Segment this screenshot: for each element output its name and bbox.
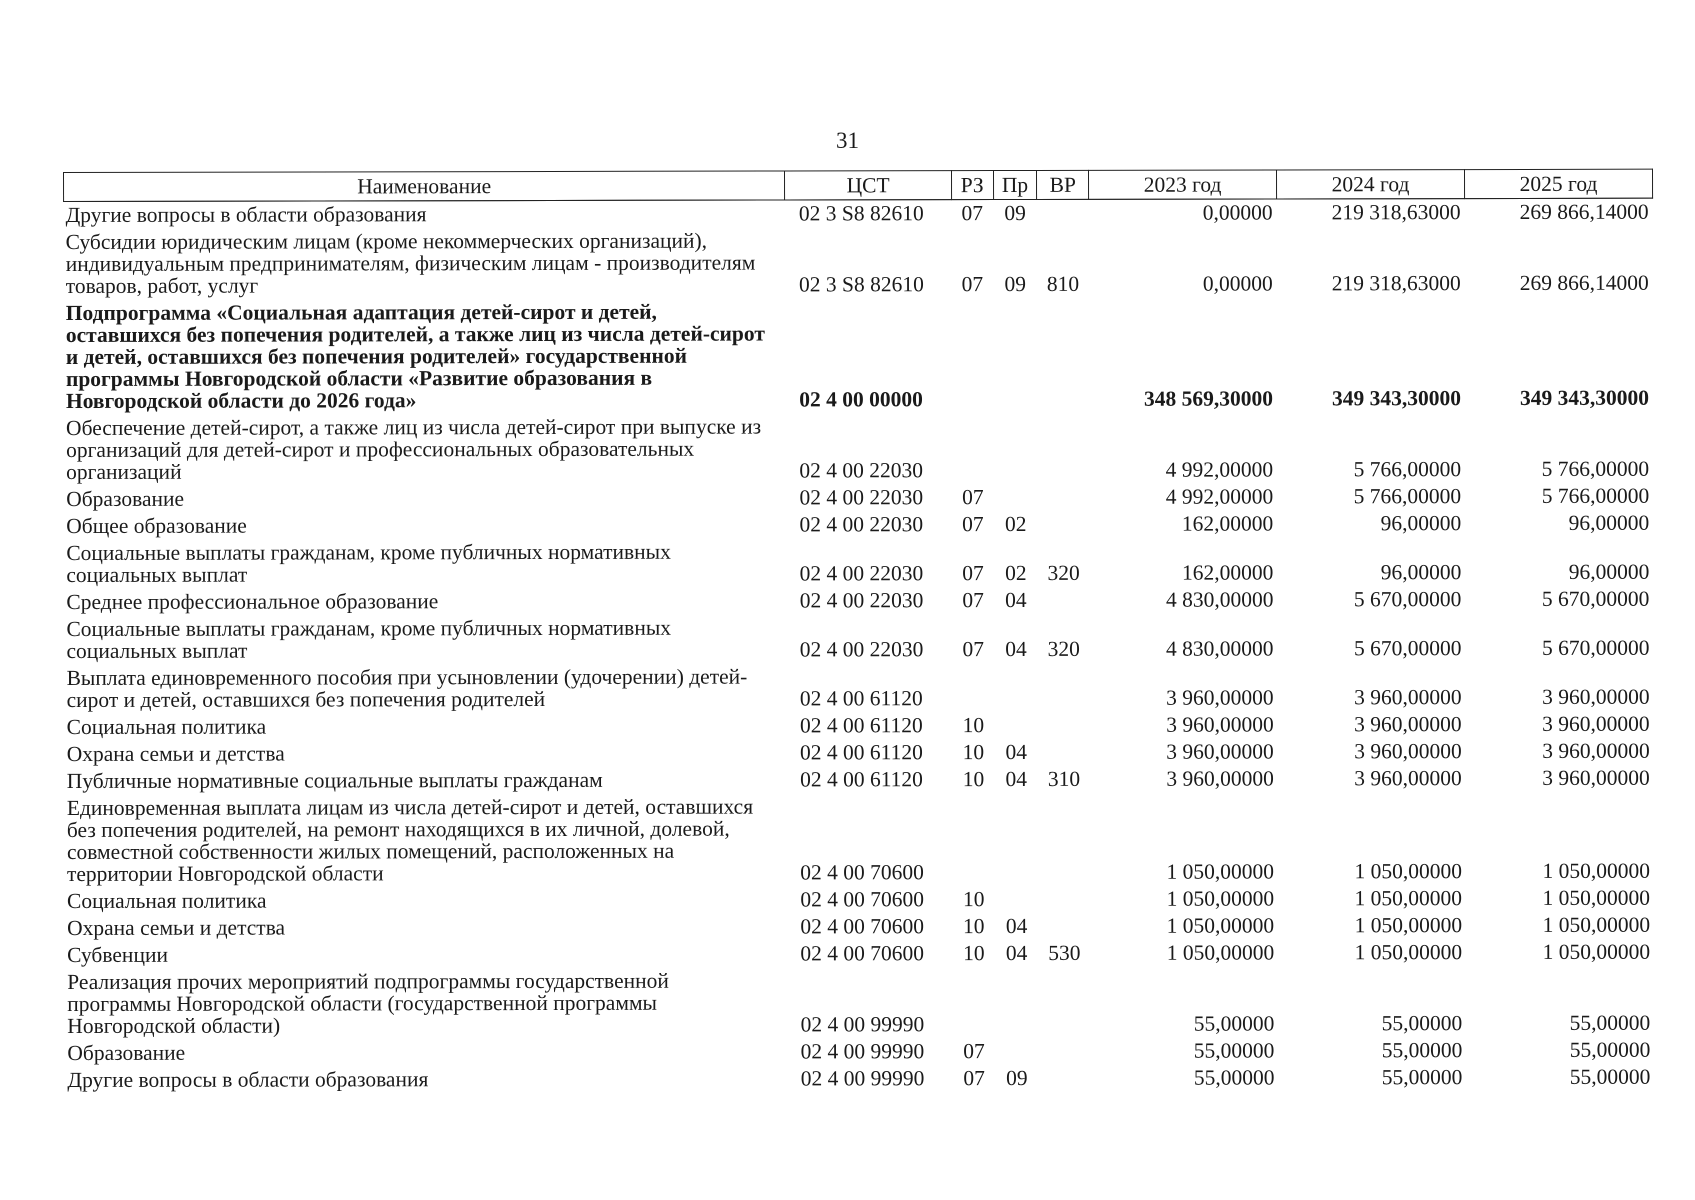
cell-2023: 348 569,30000 xyxy=(1143,386,1274,411)
cell-vr xyxy=(1038,913,1090,940)
col-header-rz: РЗ xyxy=(951,171,993,200)
table-row xyxy=(64,483,1653,513)
cell-rz xyxy=(953,967,995,1038)
cell-rz: 10 xyxy=(963,941,985,966)
cell-2023: 1 050,00000 xyxy=(1166,886,1275,911)
col-header-vr: ВР xyxy=(1037,170,1089,199)
cell-pr: 04 xyxy=(1005,587,1027,613)
cell-2025: 55,00000 xyxy=(1569,1037,1651,1062)
cell-2025: 1 050,00000 xyxy=(1542,858,1650,883)
cell-2025: 5 670,00000 xyxy=(1541,586,1650,611)
cell-vr: 320 xyxy=(1047,560,1080,585)
table-row xyxy=(64,226,1653,300)
cell-vr: 320 xyxy=(1047,636,1080,661)
cell-vr: 810 xyxy=(1046,271,1080,296)
table-row xyxy=(64,510,1653,540)
cell-name: Подпрограмма «Социальная адаптация детей-сирот и детей, оставшихся без попечения родителей, а также лиц из числа детей-сирот и детей, оставшихся без попечения родителей» государственной программы Новгородской области «Развитие образования в Новгородской области до 2026 года» xyxy=(65,299,765,413)
cell-2025: 349 343,30000 xyxy=(1519,385,1650,410)
cell-cst: 02 4 00 70600 xyxy=(800,887,924,912)
cell-cst: 02 4 00 22030 xyxy=(799,512,924,537)
cell-vr xyxy=(1038,793,1090,886)
cell-rz: 10 xyxy=(962,713,985,738)
cell-2025: 3 960,00000 xyxy=(1542,738,1650,763)
cell-2024: 3 960,00000 xyxy=(1354,712,1462,737)
cell-rz xyxy=(952,298,994,413)
cell-2025: 5 766,00000 xyxy=(1541,456,1650,481)
cell-rz: 07 xyxy=(961,201,984,226)
cell-vr xyxy=(1038,739,1090,766)
cell-pr xyxy=(993,298,1037,413)
cell-pr: 09 xyxy=(1004,271,1026,297)
cell-vr xyxy=(1038,886,1090,913)
cell-2023: 1 050,00000 xyxy=(1166,940,1275,965)
cell-vr xyxy=(1037,413,1089,484)
page-number: 31 xyxy=(836,128,859,153)
table-row xyxy=(65,792,1654,888)
cell-vr xyxy=(1038,663,1090,712)
table-row xyxy=(65,711,1654,741)
cell-name: Охрана семьи и детства xyxy=(66,741,285,766)
cell-2024: 3 960,00000 xyxy=(1354,739,1462,764)
table-row xyxy=(65,1064,1654,1094)
col-header-name: Наименование xyxy=(64,171,785,202)
table-row xyxy=(65,885,1654,915)
cell-cst: 02 4 00 22030 xyxy=(799,561,924,586)
cell-cst: 02 4 00 61120 xyxy=(800,767,923,792)
cell-pr: 09 xyxy=(1006,1065,1028,1091)
cell-name: Другие вопросы в области образования xyxy=(65,202,427,227)
cell-cst: 02 4 00 22030 xyxy=(799,485,924,510)
cell-rz xyxy=(953,793,995,886)
cell-2024: 96,00000 xyxy=(1380,560,1462,585)
cell-cst: 02 4 00 22030 xyxy=(799,458,924,483)
cell-rz: 07 xyxy=(962,485,984,510)
cell-2024: 55,00000 xyxy=(1381,1011,1463,1036)
cell-name: Социальные выплаты гражданам, кроме публичных нормативных социальных выплат xyxy=(66,539,671,587)
cell-2023: 55,00000 xyxy=(1193,1038,1275,1063)
cell-pr: 04 xyxy=(1005,913,1028,939)
table-row xyxy=(65,765,1654,795)
cell-cst: 02 3 S8 82610 xyxy=(798,201,924,226)
cell-rz: 07 xyxy=(962,588,984,613)
cell-pr: 04 xyxy=(1005,940,1028,966)
cell-2023: 3 960,00000 xyxy=(1166,685,1274,710)
cell-2023: 55,00000 xyxy=(1193,1065,1275,1090)
cell-cst: 02 4 00 70600 xyxy=(800,860,924,885)
cell-2024: 3 960,00000 xyxy=(1354,766,1462,791)
cell-vr: 310 xyxy=(1047,766,1081,791)
cell-vr xyxy=(1037,199,1089,227)
cell-pr xyxy=(994,793,1038,886)
cell-cst: 02 4 00 70600 xyxy=(800,914,925,939)
cell-pr: 04 xyxy=(1005,739,1027,765)
table-row xyxy=(64,412,1653,486)
cell-2024: 219 318,63000 xyxy=(1331,271,1461,296)
col-header-pr: Пр xyxy=(993,170,1037,199)
cell-rz: 10 xyxy=(962,887,985,912)
cell-2025: 269 866,14000 xyxy=(1519,199,1649,224)
col-header-2025: 2025 год xyxy=(1464,169,1652,198)
table-row xyxy=(65,662,1654,714)
cell-2023: 1 050,00000 xyxy=(1166,859,1275,884)
cell-cst: 02 4 00 00000 xyxy=(799,387,923,412)
cell-pr xyxy=(995,1038,1039,1065)
col-header-2023: 2023 год xyxy=(1089,170,1277,199)
cell-2023: 4 830,00000 xyxy=(1166,636,1274,661)
cell-2024: 1 050,00000 xyxy=(1354,859,1462,884)
table-row xyxy=(65,966,1654,1040)
cell-2025: 96,00000 xyxy=(1568,559,1650,584)
cell-2025: 55,00000 xyxy=(1569,1064,1651,1089)
cell-name: Выплата единовременного пособия при усыновлении (удочерении) детей-сирот и детей, оставшихся без попечения родителей xyxy=(66,664,748,712)
cell-2023: 3 960,00000 xyxy=(1166,712,1274,737)
cell-pr xyxy=(994,484,1038,511)
cell-2024: 5 670,00000 xyxy=(1353,587,1462,612)
cell-2024: 96,00000 xyxy=(1380,511,1462,536)
cell-pr xyxy=(994,712,1038,739)
cell-cst: 02 4 00 99990 xyxy=(800,1012,925,1037)
cell-2024: 349 343,30000 xyxy=(1331,386,1461,411)
cell-pr xyxy=(995,886,1039,913)
cell-2024: 1 050,00000 xyxy=(1354,886,1463,911)
cell-cst: 02 4 00 61120 xyxy=(799,686,923,711)
cell-rz: 07 xyxy=(963,1039,985,1064)
cell-2023: 162,00000 xyxy=(1181,560,1274,585)
table-row xyxy=(65,1037,1654,1067)
cell-name: Социальная политика xyxy=(66,714,267,739)
cell-2024: 5 670,00000 xyxy=(1353,636,1462,661)
col-header-2024: 2024 год xyxy=(1277,170,1465,199)
cell-cst: 02 4 00 99990 xyxy=(800,1066,925,1091)
cell-name: Охрана семьи и детства xyxy=(67,915,286,940)
cell-2024: 5 766,00000 xyxy=(1353,457,1462,482)
cell-name: Социальная политика xyxy=(67,888,267,913)
cell-pr xyxy=(995,967,1039,1038)
cell-2023: 162,00000 xyxy=(1181,511,1274,536)
budget-table xyxy=(63,169,1655,1094)
cell-2023: 55,00000 xyxy=(1193,1011,1275,1036)
cell-pr: 09 xyxy=(1004,200,1026,226)
cell-cst: 02 3 S8 82610 xyxy=(798,272,924,297)
table-row xyxy=(64,537,1653,589)
table-header xyxy=(64,169,1653,201)
cell-pr: 04 xyxy=(1005,636,1027,662)
cell-2025: 3 960,00000 xyxy=(1542,711,1650,736)
table-row xyxy=(65,738,1654,768)
cell-vr xyxy=(1038,484,1090,511)
cell-name: Общее образование xyxy=(66,513,247,538)
cell-name: Другие вопросы в области образования xyxy=(67,1067,429,1092)
cell-name: Субсидии юридическим лицам (кроме некоммерческих организаций), индивидуальным предпринимателям, физическим лицам - производителям товаров, работ, услуг xyxy=(65,228,756,298)
cell-2024: 5 766,00000 xyxy=(1353,484,1462,509)
cell-cst: 02 4 00 22030 xyxy=(799,637,924,662)
cell-vr xyxy=(1039,967,1091,1038)
cell-rz xyxy=(952,663,994,712)
cell-2025: 55,00000 xyxy=(1569,1010,1651,1035)
cell-2025: 1 050,00000 xyxy=(1542,939,1651,964)
cell-name: Публичные нормативные социальные выплаты гражданам xyxy=(66,767,603,793)
cell-2023: 4 830,00000 xyxy=(1165,587,1274,612)
cell-2023: 0,00000 xyxy=(1202,271,1273,296)
cell-2023: 4 992,00000 xyxy=(1165,457,1274,482)
cell-2025: 1 050,00000 xyxy=(1542,912,1651,937)
cell-name: Реализация прочих мероприятий подпрограммы государственной программы Новгородской области (государственной программы Новгородской области) xyxy=(67,968,669,1038)
cell-pr: 02 xyxy=(1005,560,1027,586)
cell-name: Среднее профессиональное образование xyxy=(66,589,439,614)
cell-cst: 02 4 00 99990 xyxy=(800,1039,925,1064)
cell-cst: 02 4 00 61120 xyxy=(799,713,923,738)
cell-name: Образование xyxy=(66,486,185,511)
cell-vr xyxy=(1038,587,1090,614)
cell-vr xyxy=(1039,1038,1091,1065)
cell-rz: 07 xyxy=(961,272,984,297)
cell-name: Социальные выплаты гражданам, кроме публичных нормативных социальных выплат xyxy=(66,615,672,663)
cell-name: Обеспечение детей-сирот, а также лиц из числа детей-сирот при выпуске из организаций для детей-сирот и профессиональных образовательных организаций xyxy=(66,414,762,484)
cell-rz: 07 xyxy=(962,637,984,662)
cell-2024: 55,00000 xyxy=(1381,1038,1463,1063)
cell-2024: 3 960,00000 xyxy=(1354,685,1462,710)
cell-2025: 5 670,00000 xyxy=(1541,635,1650,660)
table-body xyxy=(64,198,1655,1094)
cell-2025: 3 960,00000 xyxy=(1542,684,1650,709)
cell-name: Единовременная выплата лицам из числа детей-сирот и детей, оставшихся без попечения родителей, на ремонт находящихся в их личной, долевой, совместной собственности жилых помещений, расположенных на территории Новгородской области xyxy=(66,794,754,886)
table-row xyxy=(64,613,1653,665)
cell-2023: 3 960,00000 xyxy=(1166,766,1274,791)
cell-2025: 5 766,00000 xyxy=(1541,483,1650,508)
table-row xyxy=(64,198,1653,229)
header-row xyxy=(64,169,1653,201)
cell-vr xyxy=(1038,511,1090,538)
cell-pr: 04 xyxy=(1005,766,1028,792)
cell-vr xyxy=(1038,712,1090,739)
table-row xyxy=(64,586,1653,616)
cell-pr: 02 xyxy=(1004,511,1027,537)
cell-2023: 3 960,00000 xyxy=(1166,739,1274,764)
cell-rz: 10 xyxy=(962,740,985,765)
col-header-cst: ЦСТ xyxy=(785,171,952,200)
cell-2024: 219 318,63000 xyxy=(1331,200,1461,225)
cell-vr: 530 xyxy=(1048,940,1081,965)
table-row xyxy=(64,297,1653,415)
cell-pr xyxy=(994,413,1038,484)
cell-vr xyxy=(1037,298,1089,413)
cell-rz: 10 xyxy=(962,767,985,792)
table-row xyxy=(65,939,1654,969)
cell-cst: 02 4 00 61120 xyxy=(799,740,923,765)
cell-2023: 4 992,00000 xyxy=(1165,484,1274,509)
cell-rz: 07 xyxy=(962,512,984,537)
cell-2024: 1 050,00000 xyxy=(1354,940,1463,965)
cell-2023: 1 050,00000 xyxy=(1166,913,1275,938)
cell-2025: 269 866,14000 xyxy=(1519,270,1649,295)
cell-2023: 0,00000 xyxy=(1202,200,1273,225)
cell-2025: 1 050,00000 xyxy=(1542,885,1651,910)
cell-2025: 3 960,00000 xyxy=(1542,765,1650,790)
cell-2024: 1 050,00000 xyxy=(1354,913,1463,938)
cell-2025: 96,00000 xyxy=(1568,510,1650,535)
cell-rz: 07 xyxy=(963,1066,985,1091)
cell-name: Субвенции xyxy=(67,942,168,967)
cell-vr xyxy=(1039,1065,1091,1092)
table-row xyxy=(65,912,1654,942)
cell-cst: 02 4 00 22030 xyxy=(799,588,924,613)
cell-rz xyxy=(952,413,994,484)
cell-name: Образование xyxy=(67,1040,186,1065)
cell-rz: 10 xyxy=(962,914,985,939)
cell-2024: 55,00000 xyxy=(1381,1065,1463,1090)
cell-pr xyxy=(994,663,1038,712)
cell-cst: 02 4 00 70600 xyxy=(800,941,925,966)
cell-rz: 07 xyxy=(962,561,984,586)
